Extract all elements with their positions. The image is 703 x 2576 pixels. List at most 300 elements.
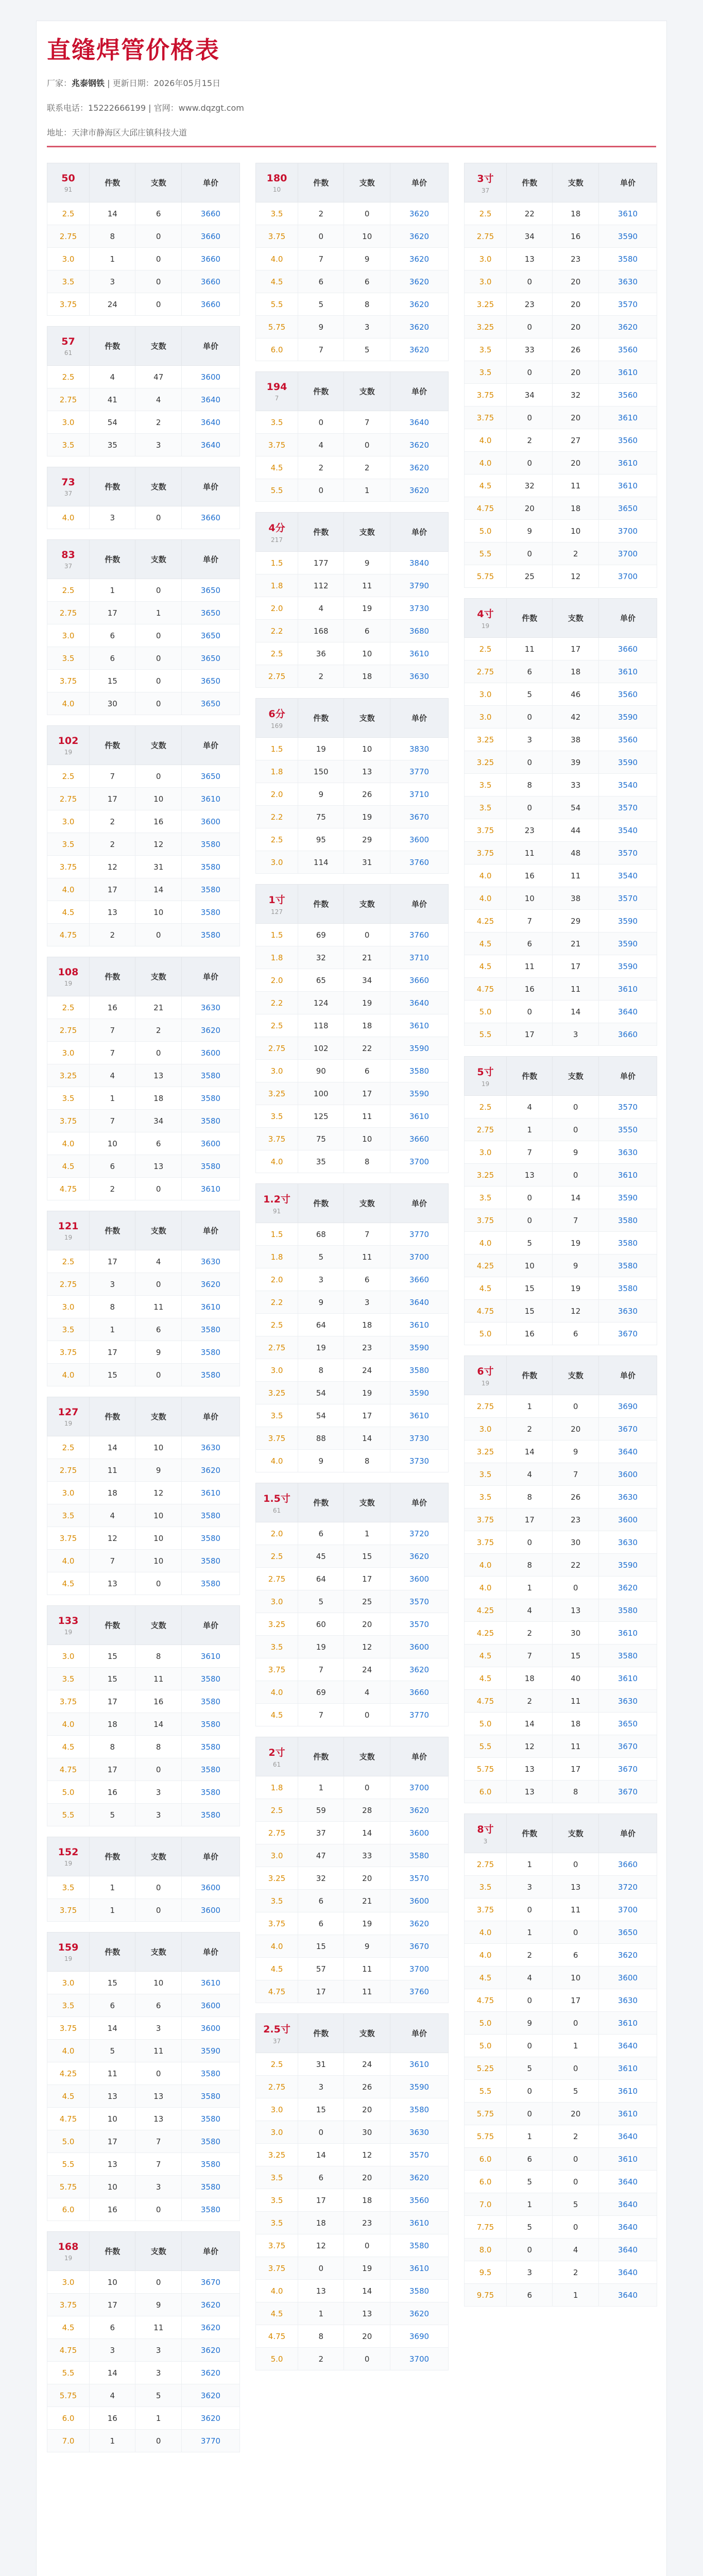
count-cell: 41 — [90, 388, 135, 411]
pieces-cell: 0 — [553, 2216, 598, 2239]
table-row — [465, 1395, 657, 1418]
phone-number[interactable]: 15222666199 — [88, 103, 146, 113]
table-row — [47, 2153, 240, 2176]
table-row — [465, 1735, 657, 1758]
table-row — [47, 2339, 240, 2362]
thickness-cell: 2.2 — [256, 1291, 298, 1314]
pieces-cell: 0 — [135, 1273, 181, 1296]
price-header: 单价 — [598, 1356, 657, 1395]
table-row — [47, 506, 240, 529]
size-header — [465, 1356, 507, 1395]
price-cell: 3840 — [390, 552, 448, 574]
table-row — [47, 788, 240, 810]
thickness-cell: 3.75 — [465, 842, 507, 865]
price-table — [47, 1605, 240, 1826]
table-row — [256, 411, 449, 434]
count-header: 件数 — [90, 327, 135, 366]
price-cell: 3580 — [181, 2062, 239, 2085]
price-header: 单价 — [181, 163, 239, 202]
price-cell: 3590 — [598, 751, 657, 774]
count-cell: 1 — [507, 1577, 553, 1599]
table-row — [47, 1110, 240, 1132]
pieces-cell: 19 — [344, 806, 390, 828]
count-cell: 0 — [507, 706, 553, 728]
price-cell: 3660 — [390, 1128, 448, 1150]
count-cell: 17 — [507, 1509, 553, 1531]
pieces-cell: 14 — [135, 878, 181, 901]
count-cell: 15 — [298, 2098, 344, 2121]
price-table — [255, 1737, 449, 2003]
pieces-cell: 0 — [135, 624, 181, 647]
count-cell: 64 — [298, 1314, 344, 1336]
table-row — [465, 933, 657, 955]
thickness-cell: 4.5 — [256, 456, 298, 479]
price-cell: 3650 — [181, 602, 239, 624]
count-cell: 12 — [507, 1735, 553, 1758]
table-row — [256, 1890, 449, 1912]
thickness-cell: 4.0 — [47, 1550, 90, 1572]
thickness-cell: 6.0 — [465, 2148, 507, 2171]
table-row — [465, 796, 657, 819]
count-header: 件数 — [298, 372, 344, 411]
table-header-row — [256, 513, 449, 552]
price-cell: 3660 — [390, 1681, 448, 1704]
table-row — [256, 1128, 449, 1150]
table-row — [47, 1972, 240, 1994]
table-row — [47, 366, 240, 388]
table-row — [256, 293, 449, 316]
thickness-cell: 3.0 — [465, 1141, 507, 1164]
pieces-cell: 14 — [553, 1001, 598, 1023]
price-cell: 3630 — [598, 1300, 657, 1323]
price-cell: 3610 — [181, 1972, 239, 1994]
price-table — [255, 371, 449, 502]
count-cell: 0 — [298, 411, 344, 434]
thickness-cell: 4.0 — [256, 1935, 298, 1958]
size-header — [256, 885, 298, 924]
price-cell: 3620 — [390, 225, 448, 248]
count-cell: 6 — [507, 2284, 553, 2307]
table-row — [256, 338, 449, 361]
count-cell: 0 — [507, 1001, 553, 1023]
table-row — [256, 202, 449, 225]
size-header — [256, 513, 298, 552]
pieces-cell: 17 — [553, 1758, 598, 1781]
thickness-cell: 3.75 — [465, 1209, 507, 1232]
pieces-cell: 11 — [553, 978, 598, 1001]
table-row — [256, 2189, 449, 2212]
price-table — [47, 539, 240, 715]
size-label: 121 — [58, 1220, 79, 1232]
table-row — [256, 1822, 449, 1844]
pieces-cell: 7 — [553, 1209, 598, 1232]
pieces-cell: 30 — [344, 2121, 390, 2144]
table-header-row — [47, 327, 240, 366]
pieces-cell: 13 — [344, 760, 390, 783]
price-cell: 3580 — [181, 1572, 239, 1595]
count-cell: 16 — [90, 2198, 135, 2221]
table-row — [256, 456, 449, 479]
thickness-cell: 4.5 — [47, 1155, 90, 1178]
price-cell: 3610 — [598, 2057, 657, 2080]
pieces-cell: 31 — [135, 856, 181, 878]
thickness-cell: 3.25 — [256, 1082, 298, 1105]
price-cell: 3640 — [598, 2193, 657, 2216]
count-cell: 6 — [507, 933, 553, 955]
count-cell: 0 — [507, 751, 553, 774]
price-cell: 3570 — [598, 1096, 657, 1118]
thickness-cell: 2.5 — [47, 202, 90, 225]
size-sub-label: 19 — [481, 1080, 490, 1088]
price-cell: 3570 — [598, 842, 657, 865]
table-row — [465, 1577, 657, 1599]
pieces-cell: 8 — [135, 1736, 181, 1758]
pieces-cell: 26 — [553, 338, 598, 361]
count-cell: 0 — [507, 1531, 553, 1554]
pieces-cell: 19 — [553, 1232, 598, 1255]
thickness-cell: 3.75 — [256, 2234, 298, 2257]
pieces-cell: 20 — [344, 2098, 390, 2121]
count-cell: 32 — [298, 1867, 344, 1890]
table-row — [256, 1613, 449, 1636]
table-header-row — [256, 1184, 449, 1223]
count-cell: 7 — [507, 1141, 553, 1164]
pieces-cell: 10 — [135, 1436, 181, 1459]
thickness-cell: 2.75 — [256, 1336, 298, 1359]
thickness-cell: 4.5 — [256, 1704, 298, 1726]
count-cell: 0 — [507, 270, 553, 293]
count-cell: 7 — [90, 765, 135, 788]
count-cell: 114 — [298, 851, 344, 874]
size-sub-label: 3 — [483, 1838, 488, 1845]
table-row — [465, 1300, 657, 1323]
price-cell: 3550 — [598, 1118, 657, 1141]
table-row — [47, 1178, 240, 1200]
pieces-cell: 18 — [553, 660, 598, 683]
size-sub-label: 91 — [272, 1208, 281, 1215]
price-cell: 3560 — [598, 683, 657, 706]
count-cell: 6 — [298, 1890, 344, 1912]
table-row — [256, 316, 449, 338]
table-row — [47, 1273, 240, 1296]
price-cell: 3670 — [390, 1935, 448, 1958]
pieces-cell: 2 — [553, 2261, 598, 2284]
table-row — [256, 969, 449, 992]
pieces-cell: 29 — [344, 828, 390, 851]
count-cell: 35 — [90, 434, 135, 456]
thickness-cell: 4.75 — [47, 1758, 90, 1781]
thickness-cell: 5.5 — [465, 1735, 507, 1758]
separator: | — [148, 103, 154, 113]
thickness-cell: 3.75 — [256, 434, 298, 456]
count-cell: 0 — [298, 2257, 344, 2280]
pieces-cell: 0 — [344, 2234, 390, 2257]
table-row — [47, 1527, 240, 1550]
pieces-header: 支数 — [344, 372, 390, 411]
price-cell: 3600 — [181, 1876, 239, 1899]
price-cell: 3590 — [390, 1037, 448, 1060]
price-cell: 3580 — [390, 2098, 448, 2121]
table-row — [465, 683, 657, 706]
price-cell: 3640 — [598, 2171, 657, 2193]
size-header — [465, 163, 507, 202]
price-cell: 3620 — [181, 1273, 239, 1296]
pieces-cell: 22 — [344, 1037, 390, 1060]
thickness-cell: 3.75 — [256, 1128, 298, 1150]
table-row — [256, 2257, 449, 2280]
count-cell: 3 — [507, 1876, 553, 1899]
count-cell: 18 — [90, 1482, 135, 1504]
count-cell: 10 — [507, 1255, 553, 1277]
price-cell: 3610 — [181, 1296, 239, 1318]
count-cell: 18 — [90, 1713, 135, 1736]
thickness-cell: 5.0 — [465, 2035, 507, 2057]
size-sub-label: 37 — [481, 187, 490, 194]
size-sub-label: 19 — [64, 748, 73, 756]
pieces-cell: 0 — [135, 2062, 181, 2085]
pieces-cell: 17 — [553, 955, 598, 978]
count-cell: 3 — [90, 2339, 135, 2362]
count-cell: 112 — [298, 574, 344, 597]
table-row — [465, 842, 657, 865]
count-header: 件数 — [90, 1397, 135, 1436]
table-row — [47, 1504, 240, 1527]
price-header: 单价 — [598, 163, 657, 202]
pieces-header: 支数 — [135, 957, 181, 996]
count-cell: 5 — [298, 1246, 344, 1268]
price-cell: 3620 — [181, 2407, 239, 2430]
thickness-cell: 3.0 — [47, 1645, 90, 1668]
count-cell: 88 — [298, 1427, 344, 1450]
price-cell: 3580 — [390, 1359, 448, 1382]
pieces-cell: 11 — [135, 1668, 181, 1690]
pieces-cell: 13 — [553, 1599, 598, 1622]
pieces-cell: 13 — [135, 2108, 181, 2130]
pieces-cell: 6 — [135, 202, 181, 225]
table-header-row — [256, 372, 449, 411]
price-table — [464, 598, 657, 1046]
count-cell: 4 — [90, 1504, 135, 1527]
thickness-cell: 2.5 — [47, 579, 90, 602]
price-cell: 3580 — [181, 1690, 239, 1713]
price-cell: 3700 — [390, 1150, 448, 1173]
thickness-cell: 4.75 — [47, 2108, 90, 2130]
count-cell: 47 — [298, 1844, 344, 1867]
table-header-row — [47, 726, 240, 765]
price-cell: 3580 — [181, 2198, 239, 2221]
table-row — [465, 1001, 657, 1023]
pieces-cell: 0 — [344, 434, 390, 456]
count-cell: 17 — [507, 1023, 553, 1046]
price-cell: 3620 — [181, 1019, 239, 1042]
pieces-cell: 12 — [135, 833, 181, 856]
count-cell: 0 — [507, 406, 553, 429]
price-cell: 3610 — [390, 1105, 448, 1128]
contact-line — [47, 101, 244, 113]
pieces-cell: 17 — [344, 1568, 390, 1590]
site-link[interactable]: www.dqzgt.com — [178, 103, 244, 113]
thickness-cell: 3.25 — [47, 1064, 90, 1087]
price-cell: 3580 — [181, 2130, 239, 2153]
count-cell: 13 — [90, 2085, 135, 2108]
count-cell: 3 — [298, 1268, 344, 1291]
price-cell: 3650 — [181, 765, 239, 788]
price-cell: 3640 — [598, 2284, 657, 2307]
pieces-cell: 5 — [135, 2384, 181, 2407]
pieces-cell: 0 — [135, 2430, 181, 2452]
count-cell: 32 — [507, 474, 553, 497]
count-cell: 22 — [507, 202, 553, 225]
page-title: 直缝焊管价格表 — [47, 36, 220, 64]
price-cell: 3830 — [390, 738, 448, 760]
price-cell: 3620 — [390, 479, 448, 502]
thickness-cell: 4.5 — [465, 1967, 507, 1989]
pieces-cell: 15 — [344, 1545, 390, 1568]
size-label: 194 — [266, 381, 287, 393]
table-row — [256, 1105, 449, 1128]
thickness-cell: 3.5 — [465, 1876, 507, 1899]
count-cell: 1 — [298, 2302, 344, 2325]
price-cell: 3700 — [598, 565, 657, 588]
pieces-cell: 0 — [553, 1096, 598, 1118]
pieces-cell: 11 — [553, 865, 598, 887]
pieces-cell: 9 — [553, 1440, 598, 1463]
price-cell: 3640 — [390, 992, 448, 1014]
count-cell: 1 — [90, 1087, 135, 1110]
table-row — [256, 1037, 449, 1060]
thickness-cell: 5.5 — [465, 543, 507, 565]
table-header-row — [47, 1397, 240, 1436]
thickness-cell: 3.25 — [256, 1613, 298, 1636]
price-cell: 3770 — [390, 1704, 448, 1726]
price-cell: 3610 — [390, 2257, 448, 2280]
count-cell: 34 — [507, 225, 553, 248]
table-row — [465, 1255, 657, 1277]
thickness-cell: 4.0 — [256, 1681, 298, 1704]
pieces-cell: 14 — [344, 2280, 390, 2302]
pieces-cell: 34 — [344, 969, 390, 992]
thickness-cell: 3.0 — [256, 1060, 298, 1082]
size-label: 50 — [61, 172, 75, 184]
pieces-cell: 47 — [135, 366, 181, 388]
count-cell: 1 — [90, 248, 135, 270]
price-cell: 3600 — [390, 1636, 448, 1658]
price-cell: 3720 — [390, 1522, 448, 1545]
price-header: 单价 — [181, 957, 239, 996]
table-row — [47, 647, 240, 670]
count-cell: 177 — [298, 552, 344, 574]
price-cell: 3640 — [598, 2035, 657, 2057]
thickness-cell: 2.75 — [465, 1853, 507, 1876]
table-row — [256, 1912, 449, 1935]
price-cell: 3610 — [390, 2053, 448, 2076]
count-cell: 1 — [507, 1118, 553, 1141]
pieces-cell: 9 — [135, 2294, 181, 2316]
size-header — [47, 2232, 90, 2271]
pieces-cell: 17 — [344, 1404, 390, 1427]
count-cell: 10 — [90, 2176, 135, 2198]
count-header: 件数 — [90, 540, 135, 579]
table-row — [465, 2171, 657, 2193]
price-cell: 3620 — [390, 293, 448, 316]
table-row — [256, 1935, 449, 1958]
count-cell: 7 — [298, 248, 344, 270]
table-row — [256, 924, 449, 946]
update-date: 2026年05月15日 — [153, 78, 221, 88]
price-header: 单价 — [390, 699, 448, 738]
table-row — [256, 2144, 449, 2166]
price-cell: 3640 — [181, 434, 239, 456]
pieces-header: 支数 — [553, 1057, 598, 1096]
count-cell: 17 — [90, 1690, 135, 1713]
count-cell: 9 — [298, 783, 344, 806]
price-header: 单价 — [181, 1397, 239, 1436]
pieces-cell: 11 — [553, 1735, 598, 1758]
table-row — [256, 2166, 449, 2189]
table-row — [256, 620, 449, 642]
table-row — [465, 2239, 657, 2261]
pieces-cell: 11 — [135, 2316, 181, 2339]
count-cell: 5 — [298, 1590, 344, 1613]
pieces-cell: 12 — [553, 565, 598, 588]
size-header — [256, 1483, 298, 1522]
price-header: 单价 — [598, 599, 657, 638]
price-cell: 3600 — [181, 366, 239, 388]
table-row — [47, 1645, 240, 1668]
table-row — [47, 878, 240, 901]
table-row — [47, 1364, 240, 1386]
price-cell: 3620 — [181, 1459, 239, 1482]
thickness-cell: 3.0 — [47, 248, 90, 270]
count-cell: 0 — [507, 316, 553, 338]
pieces-header: 支数 — [135, 1933, 181, 1972]
count-cell: 6 — [90, 1994, 135, 2017]
count-cell: 11 — [90, 1459, 135, 1482]
count-cell: 15 — [90, 1364, 135, 1386]
count-header: 件数 — [90, 726, 135, 765]
price-cell: 3610 — [598, 1164, 657, 1187]
size-header — [47, 163, 90, 202]
price-cell: 3600 — [390, 1822, 448, 1844]
pieces-header: 支数 — [553, 1814, 598, 1853]
table-row — [47, 670, 240, 692]
pieces-header: 支数 — [135, 1837, 181, 1876]
size-label: 2.5寸 — [263, 2024, 290, 2035]
table-row — [47, 1781, 240, 1804]
table-row — [256, 2098, 449, 2121]
price-cell: 3700 — [390, 1246, 448, 1268]
price-table — [255, 163, 449, 361]
count-cell: 16 — [90, 1781, 135, 1804]
price-table — [47, 957, 240, 1200]
thickness-cell: 4.5 — [465, 955, 507, 978]
price-header: 单价 — [390, 885, 448, 924]
price-header: 单价 — [181, 2232, 239, 2271]
count-cell: 15 — [298, 1935, 344, 1958]
price-cell: 3630 — [598, 1141, 657, 1164]
pieces-cell: 15 — [553, 1645, 598, 1667]
count-cell: 16 — [90, 2407, 135, 2430]
count-cell: 0 — [298, 479, 344, 502]
table-row — [256, 1382, 449, 1404]
pieces-cell: 16 — [135, 810, 181, 833]
price-cell: 3600 — [390, 828, 448, 851]
thickness-cell: 5.5 — [47, 2362, 90, 2384]
price-cell: 3610 — [598, 2012, 657, 2035]
price-cell: 3660 — [598, 1023, 657, 1046]
thickness-cell: 3.0 — [465, 248, 507, 270]
count-header: 件数 — [507, 1057, 553, 1096]
